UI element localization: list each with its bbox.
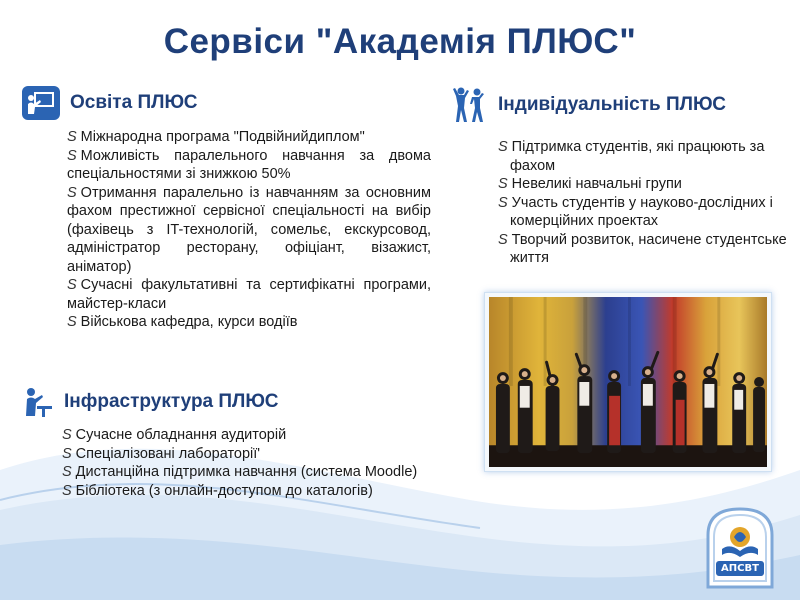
bullet-mark: S	[67, 184, 77, 201]
academy-logo	[704, 505, 776, 589]
teacher-board-icon	[22, 86, 60, 120]
page-title: Сервіси "Академія ПЛЮС"	[163, 22, 637, 61]
lecturer-desk-icon	[22, 386, 54, 418]
list-item: S Сучасне обладнання аудиторій	[62, 427, 287, 443]
section-infrastructure	[22, 386, 432, 500]
list-item: S Міжнародна програма "Подвійнийдиплом"	[67, 129, 365, 145]
section-individuality	[450, 86, 790, 268]
list-item: S Отримання паралельно із навчанням за основним фахом престижної сервісної спеціальності на вибір (фахівець з IT-технологій, сомельє, екскурсовод, адміністратор ресторану, офіціант, візажист, аніматор)	[67, 184, 431, 275]
dancing-people-icon	[450, 86, 488, 124]
group-photo	[484, 292, 772, 472]
bullet-mark: S	[62, 427, 72, 443]
list-item: S Військова кафедра, курси водіїв	[67, 314, 298, 330]
bullet-mark: S	[498, 176, 508, 192]
list-item: S Спеціалізовані лабораторії'	[62, 445, 261, 462]
list-item: S Сучасні факультативні та сертифікатні програми, майстер-класи	[67, 277, 431, 312]
bullet-mark: S	[67, 314, 77, 330]
section-title-education: Освіта ПЛЮС	[70, 92, 198, 113]
bullet-mark: S	[498, 231, 508, 248]
bullet-mark: S	[498, 194, 508, 211]
list-item: S Підтримка студентів, які працюють за фахом	[498, 139, 765, 174]
bullet-mark: S	[62, 482, 72, 499]
individuality-list	[498, 138, 790, 268]
section-education	[22, 86, 432, 332]
list-item: S Можливість паралельного навчання за двома спеціальностями зі знижкою 50%	[67, 147, 431, 182]
list-item: S Участь студентів у науково-дослідних і комерційних проектах	[498, 194, 773, 229]
bullet-mark: S	[67, 129, 77, 145]
list-item: S Невеликі навчальні групи	[498, 176, 682, 192]
education-list	[67, 128, 431, 332]
bullet-mark: S	[62, 464, 72, 480]
list-item: S Бібліотека (з онлайн-доступом до каталогів)	[62, 482, 373, 499]
bullet-mark: S	[67, 147, 77, 164]
bullet-mark: S	[498, 139, 508, 155]
bullet-mark: S	[67, 277, 77, 293]
section-title-infrastructure: Інфраструктура ПЛЮС	[64, 391, 279, 412]
group-photo-stage	[489, 297, 767, 467]
academy-crest-icon	[704, 505, 776, 589]
bullet-mark: S	[62, 445, 72, 462]
logo-text: АПСВТ	[721, 563, 759, 574]
list-item: S Творчий розвиток, насичене студентське життя	[498, 231, 787, 266]
infrastructure-list	[62, 426, 422, 500]
list-item: S Дистанційна підтримка навчання (система Moodle)	[62, 464, 418, 480]
section-title-individuality: Індивідуальність ПЛЮС	[498, 94, 727, 115]
